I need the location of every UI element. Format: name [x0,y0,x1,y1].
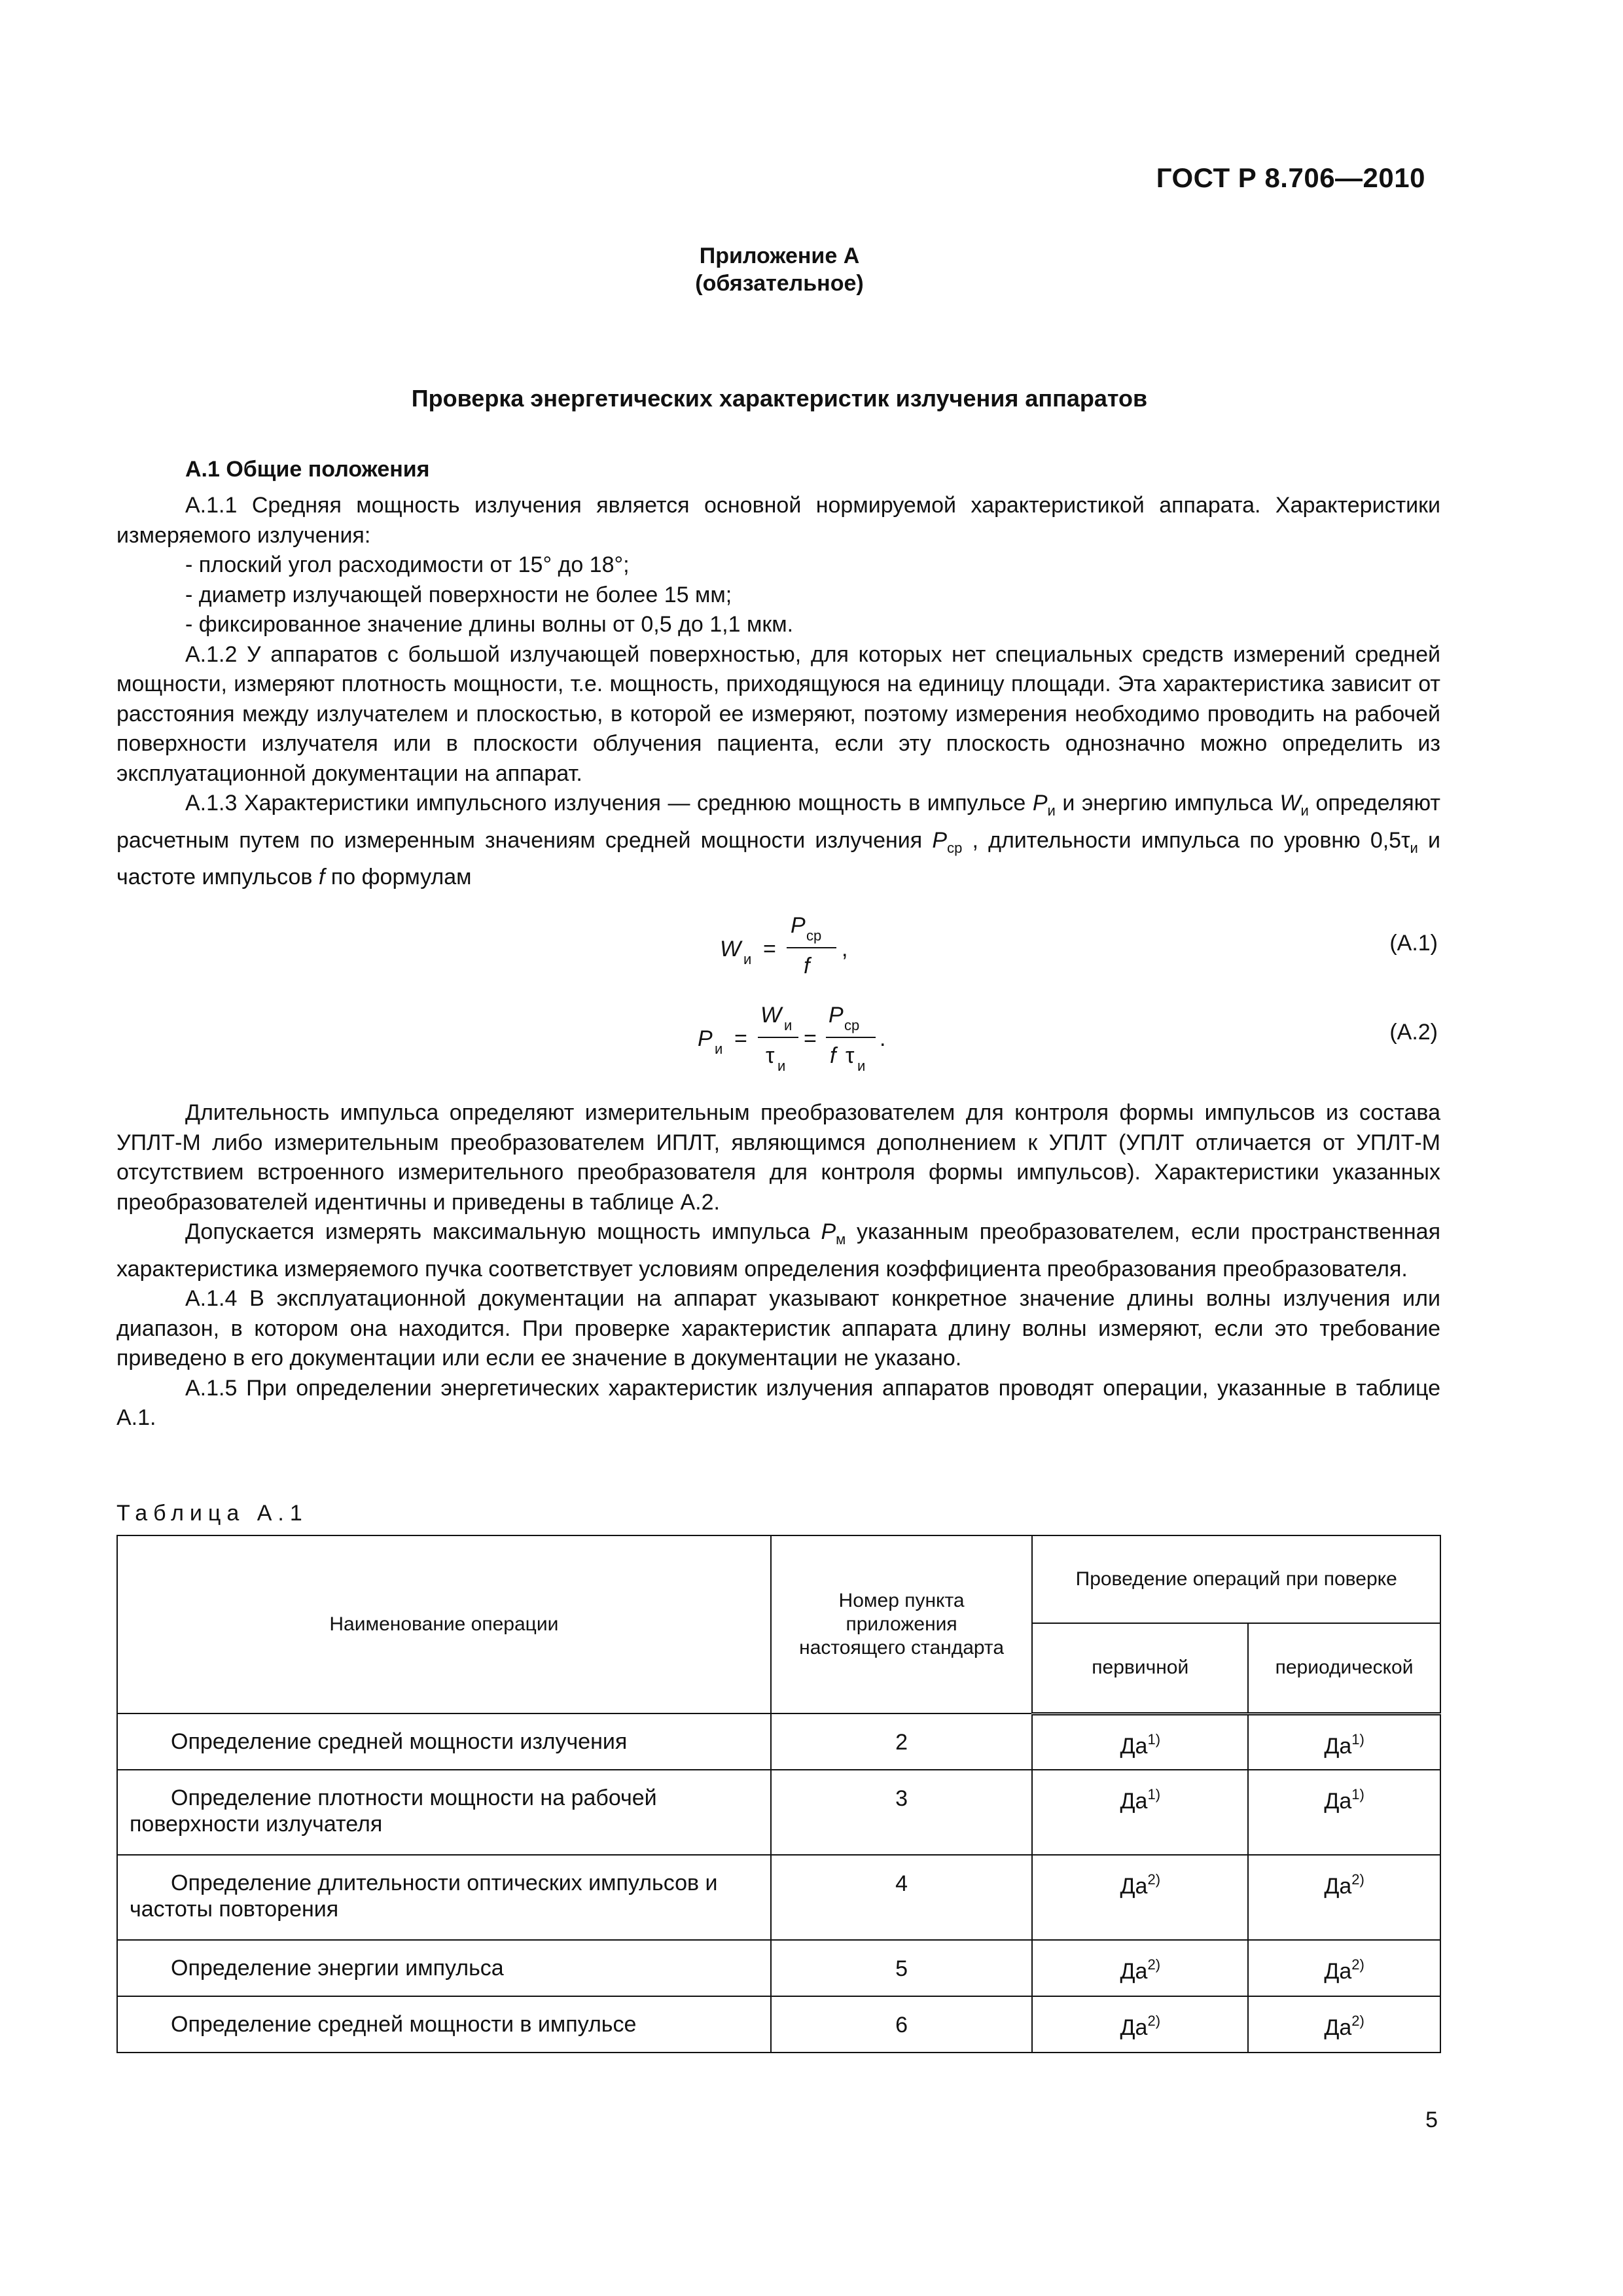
paragraph: А.1.5 При определении энергетических характеристик излучения аппаратов проводят операции, указанные в таблице А.1. [116,1375,1440,1430]
paragraph: А.1.4 В эксплуатационной документации на аппарат указывают конкретное значение длины волны излучения или диапазон, в котором она находится. При проверке характеристик аппарата длину волны измеряют, если это требование приведено в его документации или если ее значение в документации не указано. [116,1286,1440,1371]
standard-id: ГОСТ Р 8.706—2010 [1156,162,1425,193]
formula-a1: W и = P ср f , [720,913,848,978]
paragraph: Допускается измерять максимальную мощность импульса $P_м$ указанным преобразователем, если пространственная характеристика измеряемого пучка соответствует условиям определения коэффициента преобразования преобразователя. [116,1219,1440,1282]
operations-table [116,1535,1441,2053]
paragraph: А.1.2 У аппаратов с большой излучающей поверхностью, для которых нет специальных средств измерений средней мощности, измеряют плотность мощности, т.е. мощность, приходящуюся на единицу площади. Эта характеристика зависит от расстояния между излучателем и плоскостью, в которой ее измеряют, поэтому измерения необходимо проводить на рабочей поверхности излучателя или в плоскости облучения пациента, если эту плоскость однозначно можно определить из эксплуатационной документации на аппарат. [116,641,1440,786]
formula-label-a2: (А.2) [1389,1020,1438,1045]
page-number: 5 [1425,2108,1438,2132]
body-text-lower [116,1098,1440,1433]
header-primary: первичной [1032,1623,1248,1713]
header-clause-number: Номер пункта приложения настоящего стандарта [771,1535,1033,1713]
list-item: - фиксированное значение длины волны от 0,5 до 1,1 мкм. [185,612,794,637]
header-verification: Проведение операций при поверке [1032,1535,1440,1623]
paragraph: А.1.3 Характеристики импульсного излучения — среднюю мощность в импульсе $P_и$ и энергию импульса $W_и$ определяют расчетным путем по измеренным значениям средней мощности излучения $P_{ср}$ , длительности импульса по уровню $0,5\tau_и$ и частоте импульсов f по формулам [116,791,1440,889]
list-item: - плоский угол расходимости от 15° до 18°; [185,552,630,577]
annex-status: (обязательное) [695,271,864,296]
formula-a2: P и = W и τ и = P ср f τ и . [698,1003,886,1074]
annex-title: Приложение А [699,243,860,268]
table-row: Определение средней мощности излучения 2 $Да^{1)}$ $Да^{1)}$ [117,1713,1440,1770]
table-row: Определение энергии импульса 5 $Да^{2)}$ $Да^{2)}$ [117,1940,1440,1996]
paragraph: А.1.1 Средняя мощность излучения является основной нормируемой характеристикой аппарата. Характеристики измеряемого излучения: [116,493,1440,548]
header-operation-name: Наименование операции [117,1535,771,1713]
list-item: - диаметр излучающей поверхности не более 15 мм; [185,582,732,607]
header-periodic: периодической [1248,1623,1440,1713]
paragraph: Длительность импульса определяют измерительным преобразователем для контроля формы импульсов из состава УПЛТ-М либо измерительным преобразователем ИПЛТ, являющимся дополнением к УПЛТ (УПЛТ отличается от УПЛТ-М отсутствием встроенного измерительного преобразователя для контроля формы импульсов). Характеристики указанных преобразователей идентичны и приведены в таблице А.2. [116,1100,1440,1215]
main-title: Проверка энергетических характеристик излучения аппаратов [411,385,1148,412]
table-row: Определение длительности оптических импульсов и частоты повторения 4 $Да^{2)}$ $Да^{2)}$ [117,1855,1440,1940]
table-caption: Таблица А.1 [116,1501,308,1526]
formula-label-a1: (А.1) [1389,931,1438,956]
table-row: Определение средней мощности в импульсе 6 $Да^{2)}$ $Да^{2)}$ [117,1996,1440,2053]
body-text-upper [116,491,1440,893]
section-heading: А.1 Общие положения [185,457,430,482]
table-row: Определение плотности мощности на рабочей поверхности излучателя 3 $Да^{1)}$ $Да^{1)}$ [117,1770,1440,1855]
